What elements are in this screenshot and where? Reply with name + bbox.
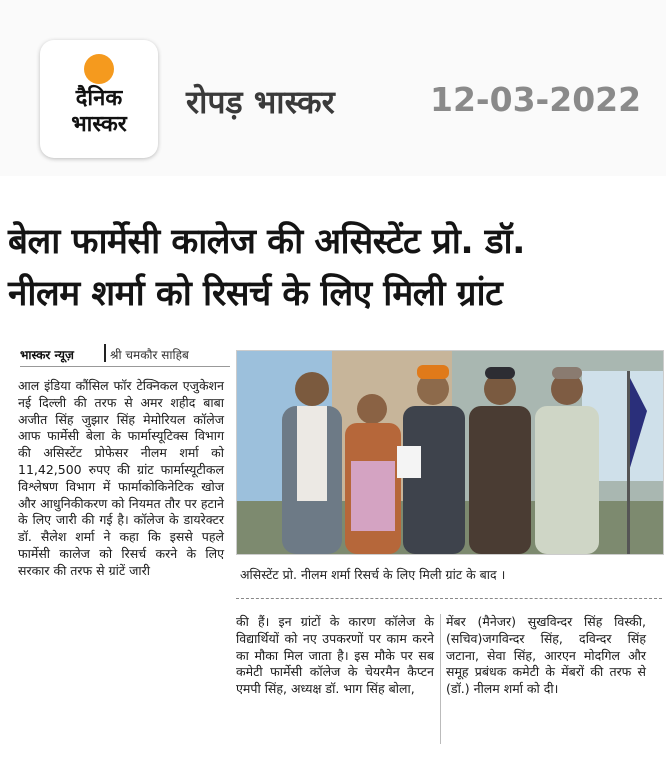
logo-line-2: भास्कर [71,112,127,137]
article-column-2: की हैं। इन ग्रांटों के कारण कॉलेज के विद्यार्थियों को नए उपकरणों पर काम करने का मौका मिल जाता है। इस मौके पर सब कमेटी फार्मेसी कॉलेज के चेयरमैन कैप्टन एमपी सिंह, अध्यक्ष डॉ. भाग सिंह बोला, [236,614,434,697]
photo-caption: असिस्टेंट प्रो. नीलम शर्मा रिसर्च के लिए मिली ग्रांट के बाद । [240,567,506,582]
byline-separator [104,344,106,362]
caption-divider [236,598,662,599]
byline [20,344,230,367]
column-divider [440,614,441,744]
header-bar [0,0,666,176]
group-photo-illustration [237,351,663,554]
headline-line-2: नीलम शर्मा को रिसर्च के लिए मिली ग्रांट [8,274,503,314]
article-column-3: मेंबर (मैनेजर) सुखविन्दर सिंह विस्की, (सचिव)जगविन्दर सिंह, दविन्दर सिंह जटाना, सेवा सिंह, आरएन मोदगिल और समूह प्रबंधक कमेटी के मेंबरों की तरफ से (डॉ.) नीलम शर्मा को दी। [446,614,646,697]
dainik-bhaskar-logo[interactable] [40,40,158,158]
byline-source: भास्कर न्यूज़ [20,348,74,362]
article-photo [236,350,664,555]
sun-icon [84,54,114,84]
edition-name: रोपड़ भास्कर [186,83,335,121]
headline-line-1: बेला फार्मेसी कालेज की असिस्टेंट प्रो. डॉ. [8,222,525,262]
publication-date: 12-03-2022 [430,80,642,119]
logo-line-1: दैनिक [75,86,123,111]
article-column-1: आल इंडिया कौंसिल फॉर टेक्निकल एजुकेशन नई दिल्ली की तरफ से अमर शहीद बाबा अजीत सिंह जुझार सिंह मेमोरियल कॉलेज आफ फार्मेसी बेला के फार्मास्यूटिक्स विभाग की असिस्टेंट प्रोफेसर नीलम शर्मा को 11,42,500 रुपए की ग्रांट फार्मास्यूटीकल विश्लेषण विभाग में फार्माकोकिनेटिक खोज और आधुनिकीकरण को नियमत तौर पर हटाने के लिए जारी की गई है। कॉलेज के डायरेक्टर डॉ. सैलेश शर्मा ने कहा कि इससे पहले फार्मेसी कालेज को रिसर्च करने के लिए सरकार की तरफ से ग्रांटें जारी [18,378,224,578]
byline-place: श्री चमकौर साहिब [110,348,189,362]
article-headline [8,216,660,320]
